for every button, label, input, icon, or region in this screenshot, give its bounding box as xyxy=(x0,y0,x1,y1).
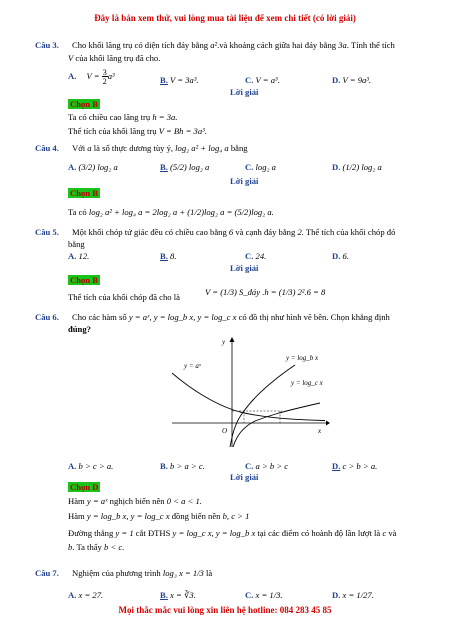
x-axis-arrow xyxy=(326,421,330,426)
hotline-footer: Mọi thắc mắc vui lòng xin liên hệ hotline: 084 283 45 85 xyxy=(118,605,332,615)
curve-log-b xyxy=(230,365,295,447)
option-c[interactable]: C. x = 1/3. xyxy=(245,590,283,600)
option-b[interactable]: B. b > a > c. xyxy=(160,461,205,471)
option-c[interactable]: C. log₂ a xyxy=(245,162,276,172)
question-number: Câu 7. xyxy=(35,568,59,578)
solution-heading: Lời giải xyxy=(230,87,259,97)
option-d[interactable]: D. c > b > a. xyxy=(332,461,378,471)
question-text: Một khối chóp tứ giác đều có chiều cao bằng 6 và cạnh đáy bằng 2. Thể tích của khối chóp đó xyxy=(72,227,396,237)
solution-line: b. Ta thấy b < c. xyxy=(68,542,125,552)
answer-badge: Chọn B xyxy=(70,99,98,109)
option-a[interactable]: A. b > c > a. xyxy=(68,461,114,471)
question-text: Với a là số thực dương tùy ý, log₂ a² + log₄ a bằng xyxy=(72,143,248,153)
option-d[interactable]: D. (1/2) log₂ a xyxy=(332,162,382,172)
option-c[interactable]: C. a > b > c xyxy=(245,461,289,471)
answer-badge: Chọn B xyxy=(70,275,98,285)
option-b[interactable]: B. (5/2) log₂ a xyxy=(160,162,210,172)
solution-line: Ta có chiều cao lăng trụ h = 3a. xyxy=(68,112,178,122)
option-d[interactable]: D. V = 9a³. xyxy=(332,75,372,85)
option-a[interactable]: A. (3/2) log₂ a xyxy=(68,162,118,172)
question-text: Cho khối lăng trụ có diện tích đáy bằng a².và khoảng cách giữa hai đáy bằng 3a. Tính thể tích xyxy=(72,40,395,50)
question-text-line2: đúng? xyxy=(68,324,91,334)
solution-line: Thể tích của khối lăng trụ V = Bh = 3a³. xyxy=(68,126,207,136)
solution-line: Đường thẳng y = 1 cắt ĐTHS y = log_c x, y = log_b x tại các điểm có hoành độ lần lượt là c và xyxy=(68,528,397,538)
question-number: Câu 6. xyxy=(35,312,59,322)
solution-line: Ta có log₂ a² + log₄ a = 2log₂ a + (1/2)log₂ a = (5/2)log₂ a. xyxy=(68,207,274,217)
question-number: Câu 3. xyxy=(35,40,59,50)
solution-heading: Lời giải xyxy=(230,263,259,273)
question-text: Nghiệm của phương trình log₃ x = 1/3 là xyxy=(72,568,213,578)
question-text-line2: V của khối lăng trụ đã cho. xyxy=(68,53,161,63)
option-a[interactable]: A. 12. xyxy=(68,251,90,261)
label-origin: O xyxy=(222,427,228,435)
answer-badge: Chọn D xyxy=(70,482,99,492)
y-axis-arrow xyxy=(230,337,235,342)
question-number: Câu 4. xyxy=(35,143,59,153)
option-c[interactable]: C. 24. xyxy=(245,251,267,261)
solution-heading: Lời giải xyxy=(230,472,259,482)
label-log-c: y = log_c x xyxy=(291,379,323,387)
option-b[interactable]: B. V = 3a³. xyxy=(160,75,199,85)
question-number: Câu 5. xyxy=(35,227,59,237)
solution-heading: Lời giải xyxy=(230,176,259,186)
preview-banner: Đây là bản xem thử, vui lòng mua tài liệu để xem chi tiết (có lời giải) xyxy=(94,13,356,23)
option-b[interactable]: B. x = ∛3. xyxy=(160,590,196,600)
option-b[interactable]: B. 8. xyxy=(160,251,177,261)
solution-formula: V = (1/3) S_đáy .h = (1/3) 2².6 = 8 xyxy=(205,287,326,297)
option-a[interactable]: A. $V = \frac{3}{2}a^3$ xyxy=(68,68,115,86)
label-log-b: y = log_b x xyxy=(286,354,319,362)
solution-line: Hàm y = log_b x, y = log_c x đồng biến nên b, c > 1 xyxy=(68,511,250,521)
option-a[interactable]: A. x = 27. xyxy=(68,590,104,600)
label-x: x xyxy=(318,427,322,435)
question-text-line2: bằng xyxy=(68,239,85,249)
question-text: Cho các hàm số y = aˣ, y = log_b x, y = log_c x có đồ thị như hình vẽ bên. Chọn khẳng định xyxy=(72,312,390,322)
label-a-x: y = aˣ xyxy=(184,362,201,370)
option-c[interactable]: C. V = a³. xyxy=(245,75,280,85)
function-graph xyxy=(170,335,330,450)
answer-badge: Chọn B xyxy=(70,188,98,198)
option-d[interactable]: D. 6. xyxy=(332,251,349,261)
solution-line: Thể tích của khối chóp đã cho là xyxy=(68,292,180,302)
curve-log-c xyxy=(233,403,320,447)
solution-line: Hàm y = aˣ nghịch biến nên 0 < a < 1. xyxy=(68,496,202,506)
option-d[interactable]: D. x = 1/27. xyxy=(332,590,374,600)
label-y: y xyxy=(222,338,226,346)
